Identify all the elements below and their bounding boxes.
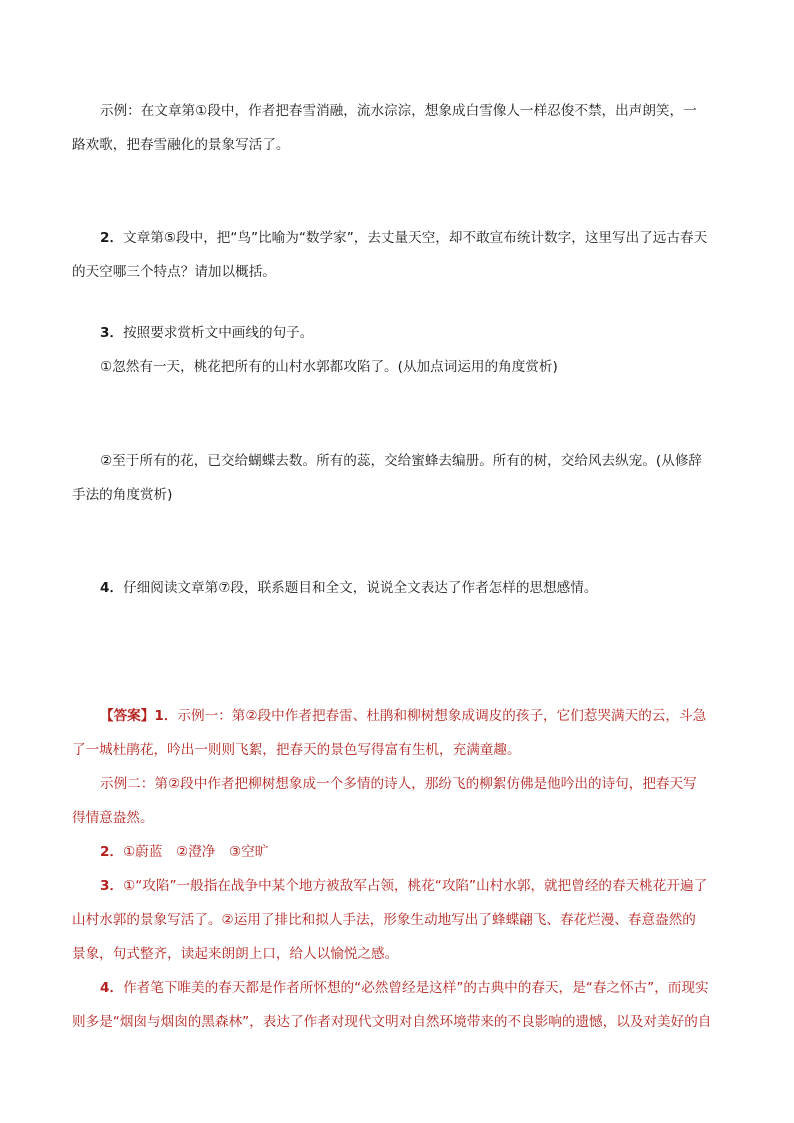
example-line-1: 示例：在文章第①段中，作者把春雪消融，流水淙淙，想象成白雪像人一样忍俊不禁，出声朗笑，一 xyxy=(100,103,697,119)
example-line-2: 路欢歌，把春雪融化的景象写活了。 xyxy=(72,137,290,153)
question-2-text-1: 文章第⑤段中，把“鸟”比喻为“数学家”，去丈量天空，却不敢宣布统计数字，这里写出了远古春天 xyxy=(123,230,708,246)
question-3-sub-2-line-2: 手法的角度赏析) xyxy=(72,487,173,503)
question-3-sub-1: ①忽然有一天，桃花把所有的山村水郭都攻陷了。(从加点词运用的角度赏析) xyxy=(100,359,558,375)
answer-4-text-1: 作者笔下唯美的春天都是作者所怀想的“必然曾经是这样”的古典中的春天，是“春之怀古”，而现实 xyxy=(123,980,709,996)
question-2-line-1 xyxy=(72,221,722,255)
answer-1-example-2-line-1: 示例二：第②段中作者把柳树想象成一个多情的诗人，那纷飞的柳絮仿佛是他吟出的诗句，把春天写 xyxy=(100,776,697,792)
question-2-number: 2． xyxy=(100,230,124,246)
answer-2-number: 2． xyxy=(100,844,124,860)
question-3-sub-2-line-1: ②至于所有的花，已交给蝴蝶去数。所有的蕊，交给蜜蜂去编册。所有的树，交给风去纵宠。(从修辞 xyxy=(100,453,703,469)
answer-tag: 【答案】 xyxy=(100,708,155,724)
answer-3-text-1: ①“攻陷”一般指在战争中某个地方被敌军占领，桃花“攻陷”山村水郭，就把曾经的春天桃花开遍了 xyxy=(123,878,708,894)
answer-3-line-1 xyxy=(72,869,722,903)
question-2-line-2: 的天空哪三个特点？请加以概括。 xyxy=(72,264,276,280)
answer-section xyxy=(72,699,722,1039)
answer-1-line-1 xyxy=(72,699,722,733)
answer-4-number: 4． xyxy=(100,980,124,996)
answer-3-line-3: 景象，句式整齐，读起来朗朗上口，给人以愉悦之感。 xyxy=(72,946,399,962)
answer-2-text: ①蔚蓝 ②澄净 ③空旷 xyxy=(123,844,269,860)
question-4 xyxy=(72,571,722,605)
question-3 xyxy=(72,316,722,384)
answer-1-example-2-line-2: 得情意盎然。 xyxy=(72,810,154,826)
question-3-title: 按照要求赏析文中画线的句子。 xyxy=(123,325,314,341)
answer-3-number: 3． xyxy=(100,878,124,894)
answer-1-number: 1． xyxy=(154,708,178,724)
question-4-line xyxy=(72,571,722,605)
question-4-text: 仔细阅读文章第⑦段，联系题目和全文，说说全文表达了作者怎样的思想感情。 xyxy=(123,580,598,596)
answer-4-line-2: 则多是“烟囱与烟囱的黑森林”，表达了作者对现代文明对自然环境带来的不良影响的遗憾，以及对美好的自 xyxy=(72,1014,712,1030)
question-4-number: 4． xyxy=(100,580,124,596)
question-2 xyxy=(72,221,722,289)
question-3-number: 3． xyxy=(100,325,124,341)
answer-1-line-2: 了一城杜鹃花，吟出一则则飞絮，把春天的景色写得富有生机，充满童趣。 xyxy=(72,742,521,758)
example-paragraph xyxy=(72,94,722,162)
answer-1-text-1: 示例一：第②段中作者把春雷、杜鹃和柳树想象成调皮的孩子，它们惹哭满天的云，斗急 xyxy=(177,708,707,724)
answer-2-line xyxy=(72,835,722,869)
answer-3-line-2: 山村水郭的景象写活了。②运用了排比和拟人手法，形象生动地写出了蜂蝶翩飞、春花烂漫、春意盎然的 xyxy=(72,912,696,928)
answer-4-line-1 xyxy=(72,971,722,1005)
question-3-title-line xyxy=(72,316,722,350)
question-3-part-2 xyxy=(72,444,722,512)
